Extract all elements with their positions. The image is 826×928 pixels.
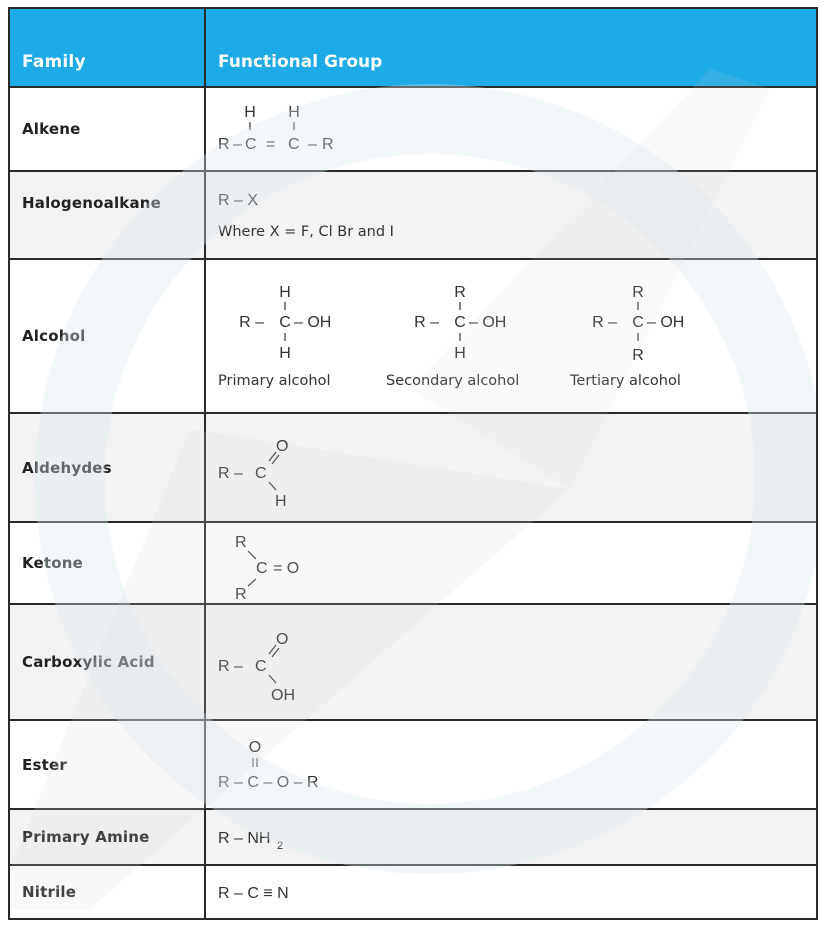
functional-group-cell [206,88,816,170]
svg-text:R – C – O – R: R – C – O – R [218,774,319,791]
svg-text:R: R [322,136,334,153]
family-cell: Aldehydes [10,414,206,521]
svg-text:C: C [279,314,291,331]
table-row-alcohol [10,260,816,414]
functional-groups-table [8,7,818,920]
table-header-row [10,9,816,88]
svg-text:OH: OH [271,687,295,704]
primary-alcohol-structure [218,284,331,389]
table-row-primary-amine [10,810,816,866]
functional-group-cell [206,810,816,864]
svg-text:R: R [632,284,644,301]
functional-group-cell [206,172,816,258]
svg-text:R –: R – [218,465,243,482]
svg-text:R –: R – [218,658,243,675]
family-cell: Ketone [10,523,206,603]
svg-text:H: H [288,104,300,121]
halogenoalkane-note: Where X = F, Cl Br and I [218,224,394,240]
svg-text:R: R [632,347,644,364]
header-family: Family [10,9,206,86]
svg-text:H: H [275,493,287,510]
family-cell: Primary Amine [10,810,206,864]
table-row-carboxylic-acid [10,605,816,721]
family-cell: Alkene [10,88,206,170]
svg-text:– OH: – OH [469,314,507,331]
table-row-alkene [10,88,816,172]
svg-text:R: R [218,136,230,153]
svg-text:H: H [454,345,466,362]
svg-text:2: 2 [277,840,284,852]
svg-text:R: R [454,284,466,301]
svg-text:R: R [235,586,247,603]
svg-text:O: O [248,739,262,756]
svg-text:Secondary alcohol: Secondary alcohol [386,373,520,389]
svg-text:C: C [256,560,268,577]
svg-text:= O: = O [273,560,300,577]
svg-text:R: R [235,534,247,551]
family-cell: Ester [10,721,206,808]
svg-text:O: O [276,631,289,648]
functional-group-cell [206,414,816,521]
svg-text:– OH: – OH [294,314,332,331]
svg-text:– OH: – OH [647,314,685,331]
svg-text:H: H [279,284,291,301]
svg-text:H: H [279,345,291,362]
family-cell: Alcohol [10,260,206,412]
alcohol-structures [218,260,808,412]
amine-structure [218,810,378,864]
family-cell: Nitrile [10,866,206,918]
tertiary-alcohol-structure [569,284,684,389]
functional-group-cell [206,605,816,719]
header-functional-group: Functional Group [218,52,383,72]
svg-text:–: – [308,136,317,153]
svg-text:Tertiary alcohol: Tertiary alcohol [570,373,681,389]
table-row-ester [10,721,816,810]
table-row-ketone [10,523,816,605]
table-row-aldehydes [10,414,816,523]
nitrile-structure [218,866,378,918]
svg-text:R –: R – [239,314,264,331]
functional-group-cell [206,523,816,603]
carboxylic-acid-structure [218,605,378,719]
family-cell: Carboxylic Acid [10,605,206,719]
svg-text:=: = [266,136,276,153]
family-cell: Halogenoalkane [10,172,206,258]
alkene-structure [218,88,418,170]
functional-group-cell [206,260,816,412]
table-row-nitrile [10,866,816,918]
svg-text:C: C [255,658,267,675]
aldehyde-structure [218,414,378,521]
svg-text:R –: R – [414,314,439,331]
svg-text:–: – [233,136,242,153]
svg-text:R – NH: R – NH [218,830,271,847]
ketone-structure [218,523,378,603]
svg-text:C: C [288,136,300,153]
svg-text:H: H [244,104,256,121]
svg-text:C: C [632,314,644,331]
ester-structure [218,721,418,808]
halogenoalkane-formula: R – X [218,192,259,209]
functional-group-cell [206,721,816,808]
svg-text:O: O [276,438,289,455]
svg-text:R –: R – [592,314,617,331]
svg-text:C: C [255,465,267,482]
svg-text:Primary alcohol: Primary alcohol [218,373,331,389]
svg-text:R – C ≡ N: R – C ≡ N [218,885,289,902]
svg-text:C: C [245,136,257,153]
secondary-alcohol-structure [386,284,519,389]
functional-group-cell [206,866,816,918]
svg-text:C: C [454,314,466,331]
table-row-halogenoalkane [10,172,816,260]
